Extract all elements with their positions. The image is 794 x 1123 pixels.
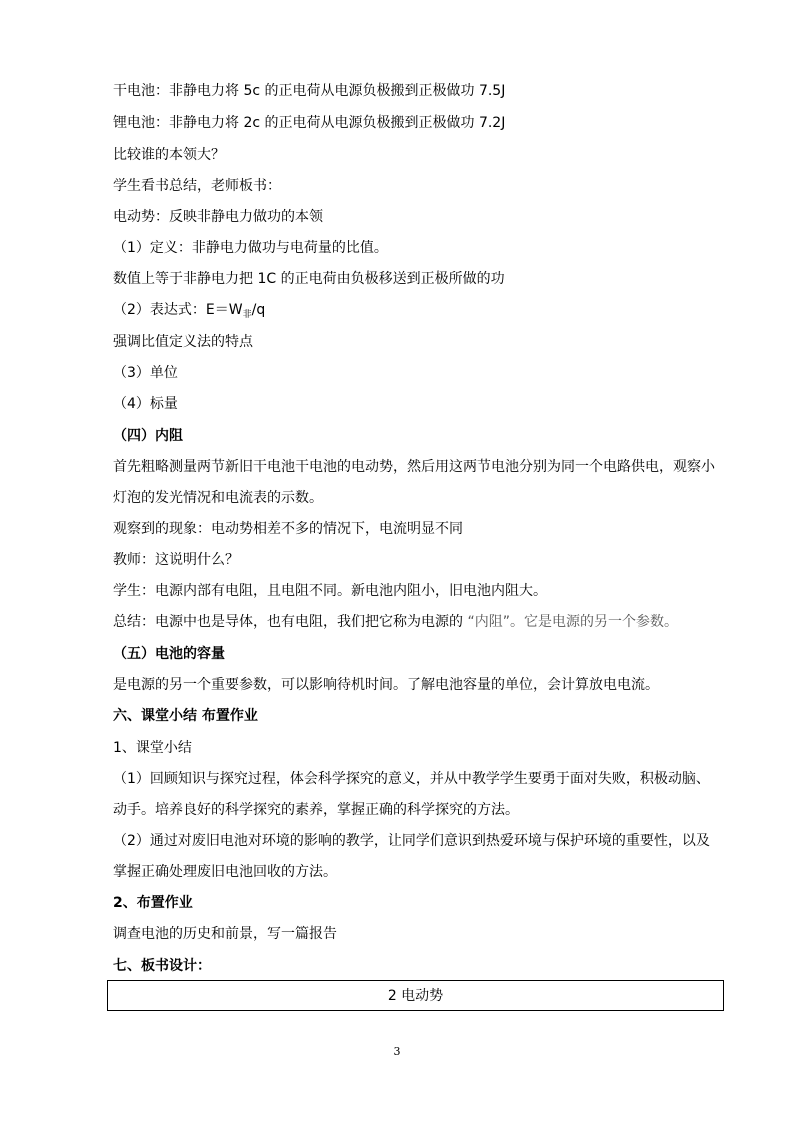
formula-line [113,301,723,324]
text-line: 学生看书总结，老师板书： [113,178,281,194]
text-line: 电动势：反映非静电力做功的本领 [113,209,323,225]
formula-suffix: /q [251,302,266,318]
text-line: 是电源的另一个重要参数，可以影响待机时间。了解电池容量的单位，会计算放电电流。 [113,677,659,693]
text-line: 灯泡的发光情况和电流表的示数。 [113,490,323,506]
formula-subscript: 非 [242,310,252,320]
text-line: （4）标量 [113,396,178,412]
text-line: （1）定义：非静电力做功与电荷量的比值。 [113,240,388,256]
text-line: 学生：电源内部有电阻，且电阻不同。新电池内阻小，旧电池内阻大。 [113,583,547,599]
section-heading: 2、布置作业 [113,895,193,911]
text-line: 观察到的现象：电动势相差不多的情况下，电流明显不同 [113,521,463,537]
text-line: （1）回顾知识与探究过程，体会科学探究的意义，并从中教学学生要勇于面对失败，积极动脑、 [113,771,710,787]
text-line: （2）通过对废旧电池对环境的影响的教学，让同学们意识到热爱环境与保护环境的重要性，以及 [113,833,710,849]
text-line: （3）单位 [113,365,178,381]
text-line: 数值上等于非静电力把 1C 的正电荷由负极移送到正极所做的功 [113,271,505,287]
text-line: 锂电池：非静电力将 2c 的正电荷从电源负极搬到正极做功 7.2J [113,115,506,131]
summary-tail: “内阻”。它是电源的另一个参数。 [467,614,678,630]
text-line: 干电池：非静电力将 5c 的正电荷从电源负极搬到正极做功 7.5J [113,83,506,99]
text-line: 教师：这说明什么？ [113,552,239,568]
text-line: 首先粗略测量两节新旧干电池干电池的电动势，然后用这两节电池分别为同一个电路供电，观察小 [113,459,715,475]
board-title: 2 电动势 [387,988,444,1004]
section-heading: 六、课堂小结 布置作业 [113,708,258,724]
text-line: 动手。培养良好的科学探究的素养，掌握正确的科学探究的方法。 [113,802,519,818]
formula-prefix: （2）表达式：E＝W [113,302,243,318]
summary-text: 总结：电源中也是导体，也有电阻，我们把它称为电源的 [113,614,463,630]
text-line: 1、课堂小结 [113,740,192,756]
text-line: 调查电池的历史和前景，写一篇报告 [113,926,337,942]
text-line [113,613,723,631]
text-line: 强调比值定义法的特点 [113,334,253,350]
text-line: 比较谁的本领大？ [113,147,225,163]
page-number: 3 [393,1045,401,1058]
section-heading: 七、板书设计： [113,958,211,974]
section-heading: （四）内阻 [113,428,183,444]
text-line: 掌握正确处理废旧电池回收的方法。 [113,864,337,880]
section-heading: （五）电池的容量 [113,646,225,662]
board-design-table [107,980,724,1011]
